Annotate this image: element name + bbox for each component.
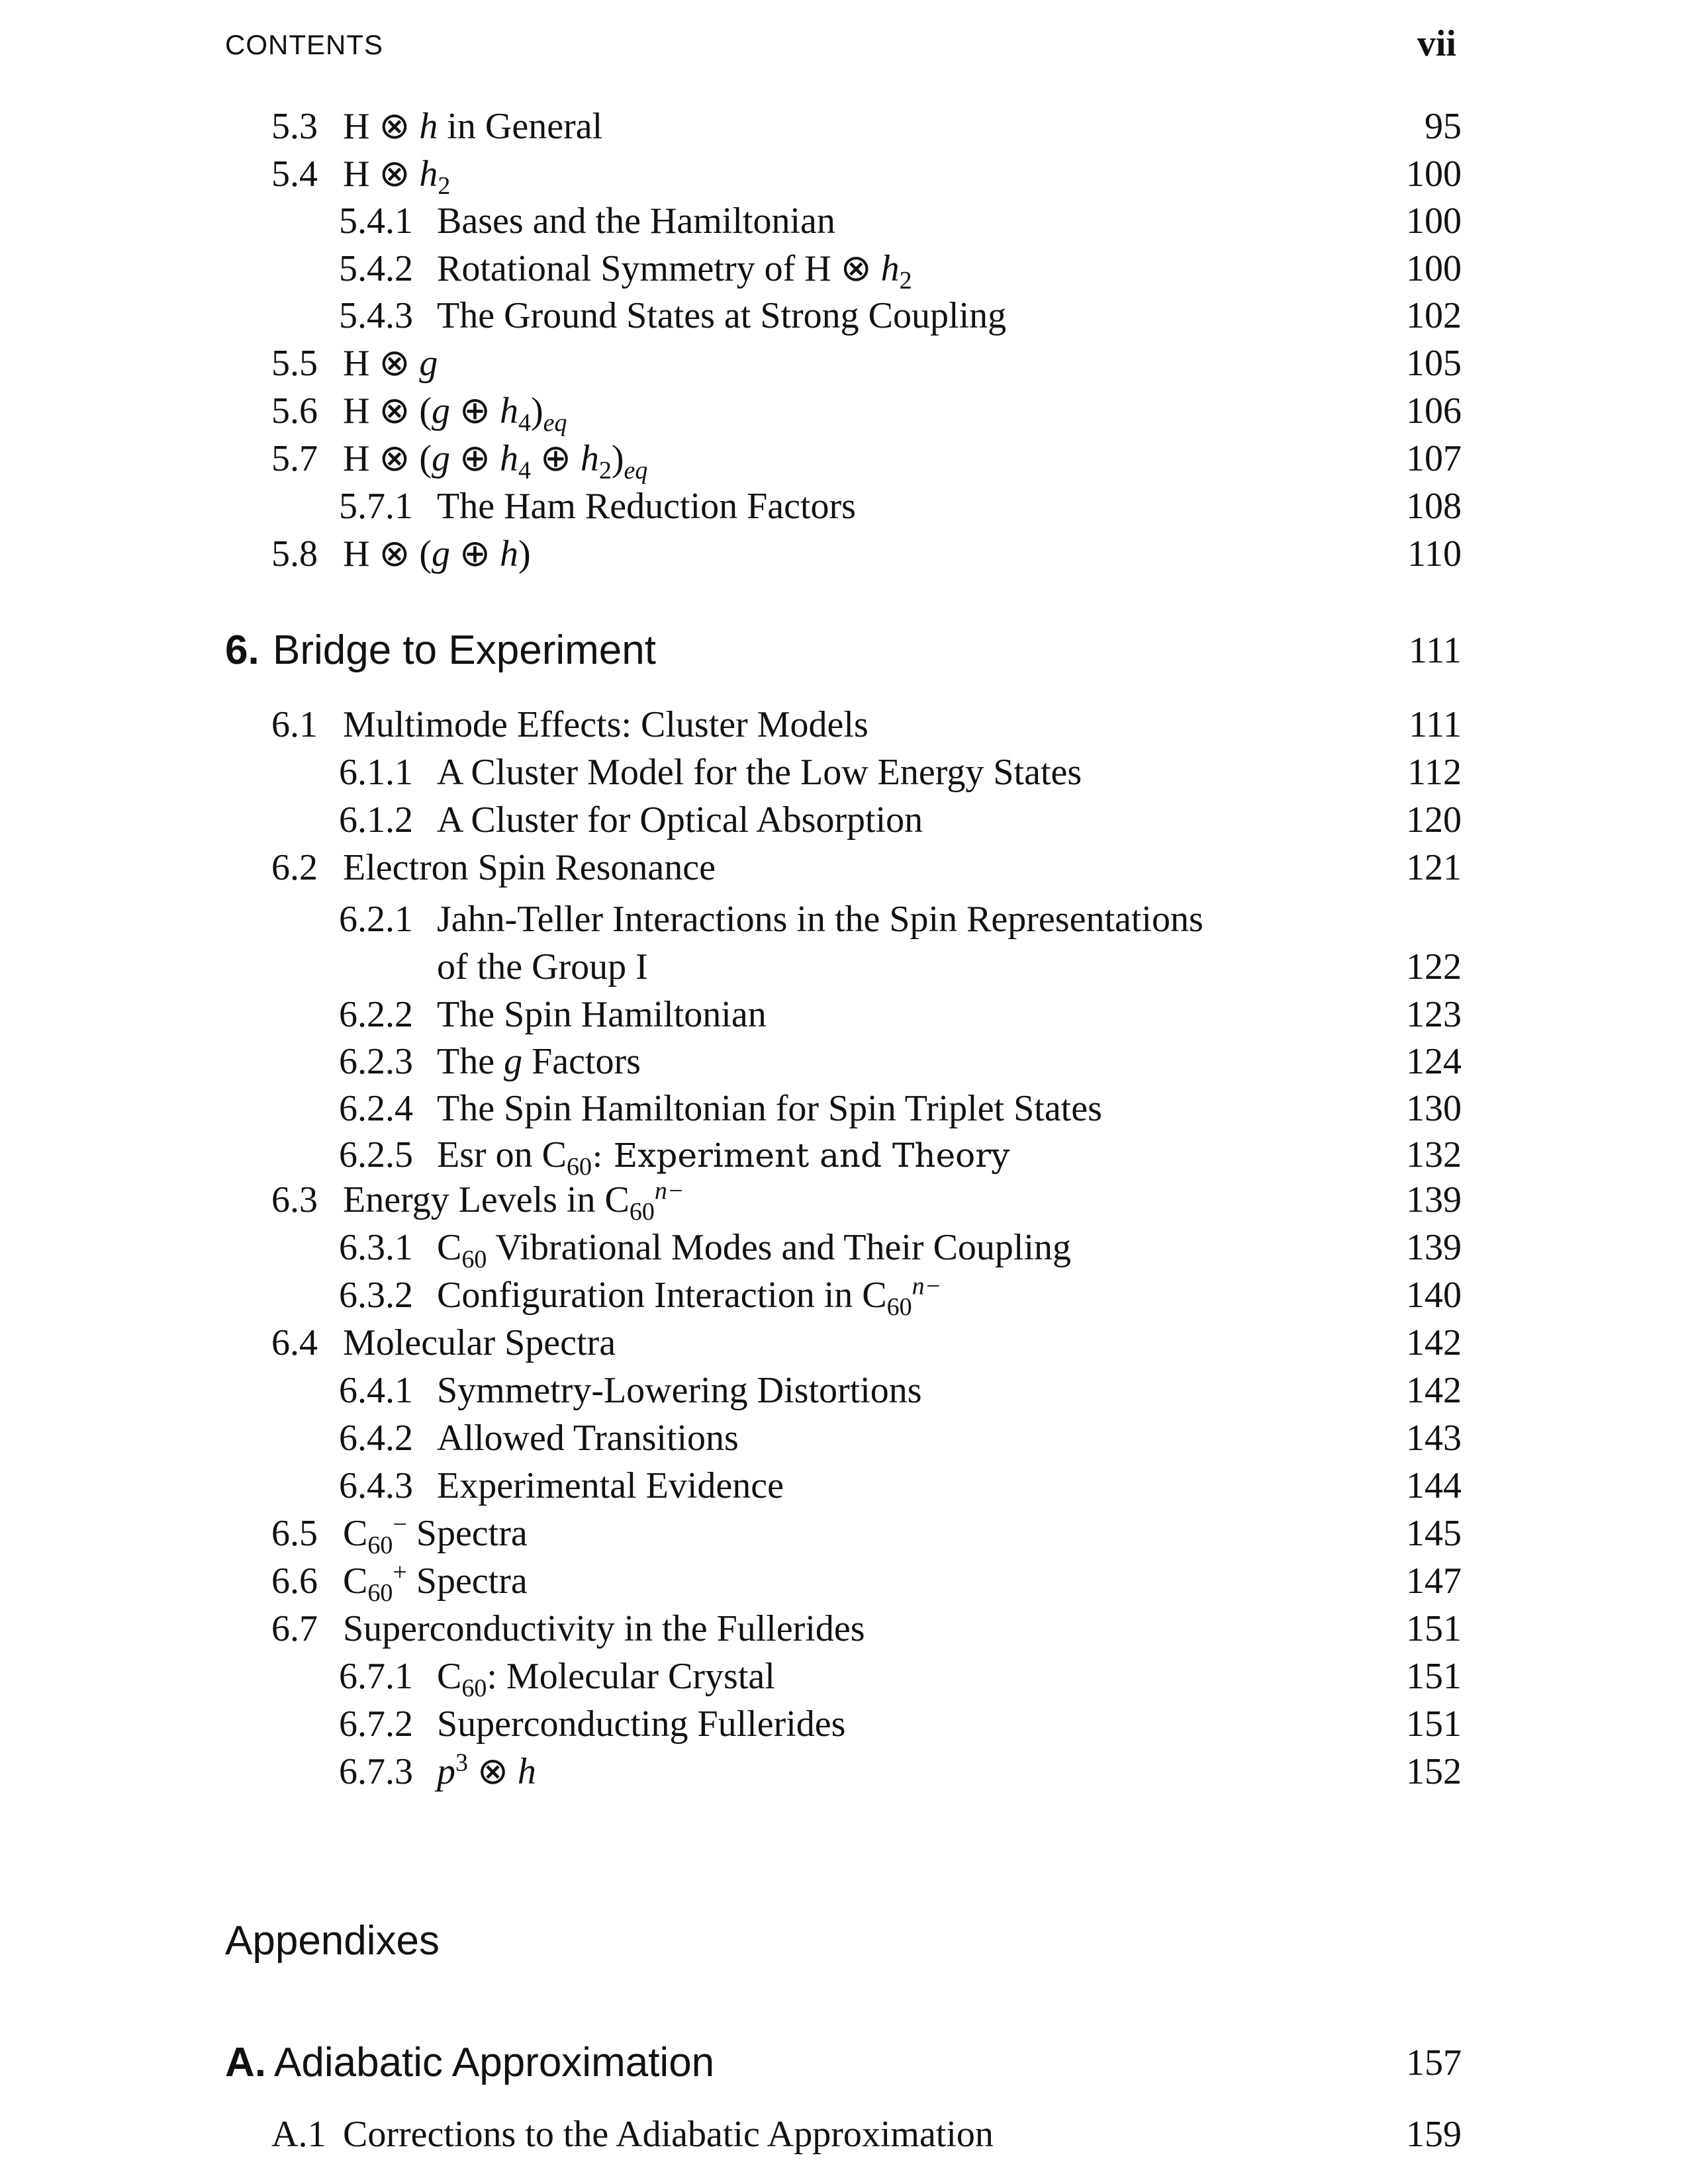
toc-entry[interactable] <box>0 2111 1688 2158</box>
toc-entry[interactable] <box>0 483 1688 529</box>
entry-title: H ⊗ h in General <box>343 106 603 147</box>
entry-title: The Spin Hamiltonian for Spin Triplet States <box>437 1088 1102 1129</box>
entry-number: 5.7.1 <box>339 486 413 527</box>
entry-title: Multimode Effects: Cluster Models <box>343 704 868 745</box>
entry-title: Molecular Spectra <box>343 1322 616 1363</box>
entry-title: Bases and the Hamiltonian <box>437 201 835 242</box>
toc-entry[interactable] <box>0 749 1688 796</box>
entry-page: 144 <box>1406 1465 1462 1506</box>
entry-page: 100 <box>1406 201 1462 242</box>
entry-number: 6.1.1 <box>339 752 413 793</box>
appendix-letter: A. <box>225 2040 266 2085</box>
appendix-heading[interactable] <box>0 2033 1688 2093</box>
entry-title: The g Factors <box>437 1041 641 1082</box>
toc-entry[interactable] <box>0 1177 1688 1226</box>
entry-page: 122 <box>1406 946 1462 987</box>
toc-entry[interactable] <box>0 103 1688 150</box>
entry-number: 6.2 <box>271 847 318 888</box>
toc-entry[interactable] <box>0 340 1688 387</box>
toc-entry[interactable] <box>0 1224 1688 1274</box>
entry-page: 120 <box>1406 799 1462 841</box>
toc-entry[interactable] <box>0 531 1688 577</box>
toc-entry[interactable] <box>0 151 1688 201</box>
toc-entry[interactable] <box>0 1558 1688 1608</box>
entry-page: 145 <box>1406 1513 1462 1554</box>
entry-title: The Ham Reduction Factors <box>437 486 856 527</box>
toc-entry[interactable] <box>0 1606 1688 1652</box>
entry-number: 6.6 <box>271 1561 318 1602</box>
toc-entry[interactable] <box>0 991 1688 1038</box>
entry-title: Configuration Interaction in $C_{60}^{n-}$ <box>437 1272 942 1322</box>
entry-title: $C_{60}$: Molecular Crystal <box>437 1656 775 1703</box>
entry-number: 5.3 <box>271 106 318 147</box>
entry-page: 106 <box>1406 390 1462 432</box>
chapter-number: 6. <box>225 627 259 673</box>
running-head: CONTENTS <box>225 29 383 60</box>
entry-number: 6.2.4 <box>339 1088 413 1129</box>
entry-page: 95 <box>1425 106 1462 147</box>
entry-number: 6.2.2 <box>339 994 413 1035</box>
toc-entry[interactable] <box>0 1367 1688 1414</box>
entry-page: 142 <box>1406 1370 1462 1411</box>
entry-page: 102 <box>1406 295 1462 336</box>
entry-title: Esr on $C_{60}$: Experiment and Theory <box>437 1134 1010 1181</box>
entry-page: 142 <box>1406 1322 1462 1363</box>
entry-number: 6.7 <box>271 1608 318 1649</box>
toc-entry[interactable] <box>0 896 1688 942</box>
entry-page: 132 <box>1406 1134 1462 1175</box>
entry-number: 5.4.3 <box>339 295 413 336</box>
entry-title: Experimental Evidence <box>437 1465 784 1506</box>
page-folio: vii <box>1417 23 1456 64</box>
chapter-page: 111 <box>1409 630 1462 671</box>
entry-title: $p^3$ ⊗ h <box>437 1749 536 1792</box>
entry-page: 140 <box>1406 1275 1462 1316</box>
entry-page: 159 <box>1406 2114 1462 2155</box>
entry-title: Electron Spin Resonance <box>343 847 716 888</box>
toc-entry[interactable] <box>0 1085 1688 1132</box>
entry-page: 151 <box>1406 1704 1462 1745</box>
toc-entry[interactable] <box>0 1653 1688 1703</box>
entry-page: 108 <box>1406 486 1462 527</box>
entry-page: 139 <box>1406 1227 1462 1268</box>
toc-entry[interactable] <box>0 435 1688 485</box>
entry-title: A Cluster Model for the Low Energy States <box>437 752 1082 793</box>
entry-page: 124 <box>1406 1041 1462 1082</box>
entry-number: 6.7.2 <box>339 1704 413 1745</box>
entry-number: 6.2.1 <box>339 899 413 940</box>
entry-page: 105 <box>1406 343 1462 384</box>
entry-title: Superconductivity in the Fullerides <box>343 1608 865 1649</box>
entry-number: 6.4 <box>271 1322 318 1363</box>
entry-number: A.1 <box>271 2114 326 2155</box>
toc-entry[interactable] <box>0 1272 1688 1322</box>
entry-page: 130 <box>1406 1088 1462 1129</box>
entry-page: 147 <box>1406 1561 1462 1602</box>
entry-title: The Spin Hamiltonian <box>437 994 767 1035</box>
entry-page: 110 <box>1407 533 1462 574</box>
entry-title: $C_{60}^-$ Spectra <box>343 1510 528 1560</box>
entry-page: 107 <box>1406 438 1462 479</box>
entry-page: 100 <box>1406 248 1462 289</box>
entry-page: 152 <box>1406 1751 1462 1792</box>
entry-number: 6.5 <box>271 1513 318 1554</box>
entry-number: 6.1.2 <box>339 799 413 841</box>
entry-page: 123 <box>1406 994 1462 1035</box>
toc-entry[interactable] <box>0 388 1688 437</box>
toc-entry[interactable] <box>0 1132 1688 1181</box>
entry-number: 6.3.2 <box>339 1275 413 1316</box>
entry-title: Jahn-Teller Interactions in the Spin Representations <box>437 899 1203 940</box>
entry-page: 112 <box>1407 752 1462 793</box>
toc-entry[interactable] <box>0 844 1688 891</box>
appendixes-heading[interactable]: Appendixes <box>225 1918 440 1964</box>
toc-entry[interactable] <box>0 797 1688 843</box>
entry-number: 5.8 <box>271 533 318 574</box>
entry-page: 121 <box>1406 847 1462 888</box>
entry-title: Corrections to the Adiabatic Approximation <box>343 2114 994 2155</box>
chapter-title: Bridge to Experiment <box>273 627 656 673</box>
entry-number: 6.2.5 <box>339 1134 413 1175</box>
entry-title: Rotational Symmetry of H ⊗ $h_2$ <box>437 248 912 295</box>
entry-title: $C_{60}^+$ Spectra <box>343 1558 528 1608</box>
entry-number: 5.4.1 <box>339 201 413 242</box>
toc-entry[interactable] <box>0 293 1688 339</box>
entry-title: Energy Levels in $C_{60}^{n-}$ <box>343 1177 684 1226</box>
entry-number: 6.4.2 <box>339 1418 413 1459</box>
toc-entry-continuation[interactable] <box>0 944 1688 990</box>
appendix-title: Adiabatic Approximation <box>274 2040 715 2085</box>
entry-number: 5.4 <box>271 154 318 195</box>
entry-title: H ⊗ $h_2$ <box>343 154 451 201</box>
entry-title: H ⊗ (g ⊕ h) <box>343 533 531 574</box>
entry-title: Symmetry-Lowering Distortions <box>437 1370 922 1411</box>
entry-number: 6.4.3 <box>339 1465 413 1506</box>
toc-entry[interactable] <box>0 198 1688 244</box>
entry-title: $C_{60}$ Vibrational Modes and Their Coupling <box>437 1227 1072 1274</box>
toc-entry[interactable] <box>0 1320 1688 1366</box>
entry-number: 6.1 <box>271 704 318 745</box>
entry-title: H ⊗ g <box>343 343 438 384</box>
entry-page: 100 <box>1406 154 1462 195</box>
toc-entry[interactable] <box>0 1701 1688 1747</box>
entry-number: 6.2.3 <box>339 1041 413 1082</box>
toc-entry[interactable] <box>0 1463 1688 1509</box>
toc-entry[interactable] <box>0 702 1688 748</box>
entry-page: 139 <box>1406 1179 1462 1220</box>
entry-page: 111 <box>1409 704 1462 745</box>
entry-page: 151 <box>1406 1656 1462 1697</box>
entry-title: The Ground States at Strong Coupling <box>437 295 1007 336</box>
entry-title: Superconducting Fullerides <box>437 1704 846 1745</box>
entry-number: 5.6 <box>271 390 318 432</box>
entry-number: 5.7 <box>271 438 318 479</box>
toc-entry[interactable] <box>0 246 1688 295</box>
entry-title: H ⊗ (g ⊕ $h_4$ ⊕ $h_2)_{eq}$ <box>343 438 648 485</box>
entry-number: 6.3 <box>271 1179 318 1220</box>
toc-entry[interactable] <box>0 1510 1688 1560</box>
entry-number: 6.7.1 <box>339 1656 413 1697</box>
toc-entry[interactable] <box>0 1038 1688 1085</box>
toc-entry[interactable] <box>0 1749 1688 1795</box>
entry-number: 5.5 <box>271 343 318 384</box>
entry-number: 5.4.2 <box>339 248 413 289</box>
toc-entry[interactable] <box>0 1415 1688 1461</box>
entry-title: A Cluster for Optical Absorption <box>437 799 923 841</box>
entry-title: H ⊗ (g ⊕ $h_4)_{eq}$ <box>343 390 567 437</box>
entry-number: 6.7.3 <box>339 1751 413 1792</box>
chapter-heading[interactable] <box>0 621 1688 680</box>
entry-page: 151 <box>1406 1608 1462 1649</box>
entry-number: 6.3.1 <box>339 1227 413 1268</box>
entry-number: 6.4.1 <box>339 1370 413 1411</box>
entry-page: 143 <box>1406 1418 1462 1459</box>
entry-title: Allowed Transitions <box>437 1418 739 1459</box>
entry-title-continued: of the Group I <box>437 946 648 987</box>
appendix-page: 157 <box>1406 2042 1462 2083</box>
